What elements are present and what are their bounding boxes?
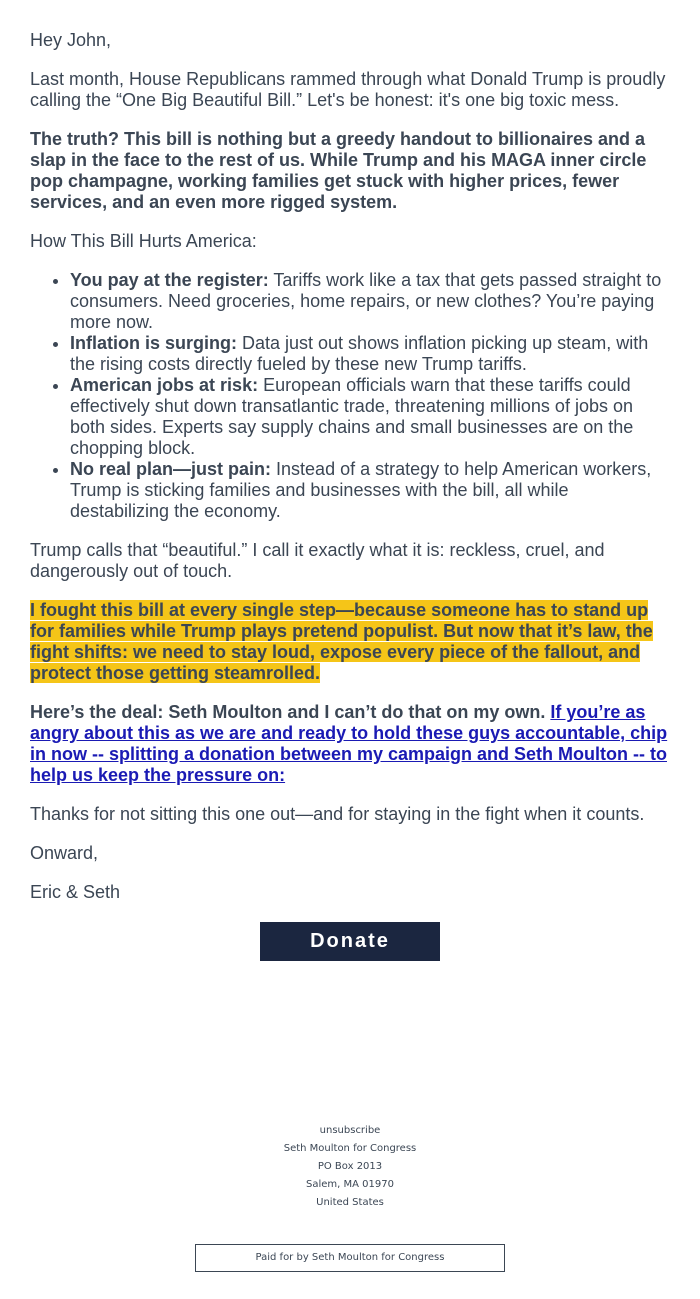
list-item <box>70 333 672 375</box>
bullet-lead: American jobs at risk: <box>70 375 259 395</box>
bullet-text: European officials warn that these tariffs could effectively shut down transatlantic trade, threatening millions of jobs on both sides. Experts say supply chains and small businesses are on the chopping block. <box>70 375 634 458</box>
donation-ask-link[interactable]: If you’re as angry about this as we are and ready to hold these guys accountable, chip in now -- splitting a donation between my campaign and Seth Moulton -- to help us keep the pressure on: <box>30 702 668 785</box>
footer-org: Seth Moulton for Congress <box>283 1143 417 1154</box>
intro-paragraph: Last month, House Republicans rammed through what Donald Trump is proudly calling the “One Big Beautiful Bill.” Let's be honest: it's one big toxic mess. <box>30 69 666 110</box>
footer-address-line1: PO Box 2013 <box>317 1161 383 1172</box>
footer-address-line2: Salem, MA 01970 <box>306 1179 394 1190</box>
signature: Eric & Seth <box>30 882 121 902</box>
greeting: Hey John, <box>30 30 112 50</box>
beautiful-paragraph: Trump calls that “beautiful.” I call it exactly what it is: reckless, cruel, and dangerously out of touch. <box>30 540 605 581</box>
truth-paragraph: The truth? This bill is nothing but a greedy handout to billionaires and a slap in the face to the rest of us. While Trump and his MAGA inner circle pop champagne, working families get stuck with higher prices, fewer services, and an even more rigged system. <box>30 129 647 212</box>
deal-lead: Here’s the deal: Seth Moulton and I can’t do that on my own. <box>30 702 551 722</box>
bullet-lead: You pay at the register: <box>70 270 269 290</box>
highlight-paragraph <box>30 600 672 684</box>
bullet-text: Data just out shows inflation picking up steam, with the rising costs directly fueled by these new Trump tariffs. <box>70 333 649 374</box>
donate-container <box>0 922 700 961</box>
sign-off: Onward, <box>30 843 99 863</box>
highlighted-text: I fought this bill at every single step—because someone has to stand up for families while Trump plays pretend populist. But now that it’s law, the fight shifts: we need to stay loud, expose every piece of the fallout, and protect those getting steamrolled. <box>30 600 653 683</box>
footer <box>0 1122 700 1212</box>
footer-country: United States <box>316 1197 384 1208</box>
list-item <box>70 270 672 333</box>
deal-paragraph <box>30 702 672 786</box>
paid-for-disclaimer: Paid for by Seth Moulton for Congress <box>195 1244 505 1272</box>
thanks-paragraph: Thanks for not sitting this one out—and for staying in the fight when it counts. <box>30 804 645 824</box>
unsubscribe-link[interactable]: unsubscribe <box>319 1125 381 1136</box>
hurts-list <box>30 270 672 522</box>
hurts-heading: How This Bill Hurts America: <box>30 231 257 251</box>
bullet-lead: No real plan—just pain: <box>70 459 272 479</box>
list-item <box>70 375 672 459</box>
bullet-text: Tariffs work like a tax that gets passed straight to consumers. Need groceries, home repairs, or new clothes? You’re paying more now. <box>70 270 662 332</box>
bullet-text: Instead of a strategy to help American workers, Trump is sticking families and businesses with the bill, all while destabilizing the economy. <box>70 459 652 521</box>
donate-button[interactable]: Donate <box>260 922 440 961</box>
list-item <box>70 459 672 522</box>
email-body <box>30 30 672 921</box>
bullet-lead: Inflation is surging: <box>70 333 237 353</box>
